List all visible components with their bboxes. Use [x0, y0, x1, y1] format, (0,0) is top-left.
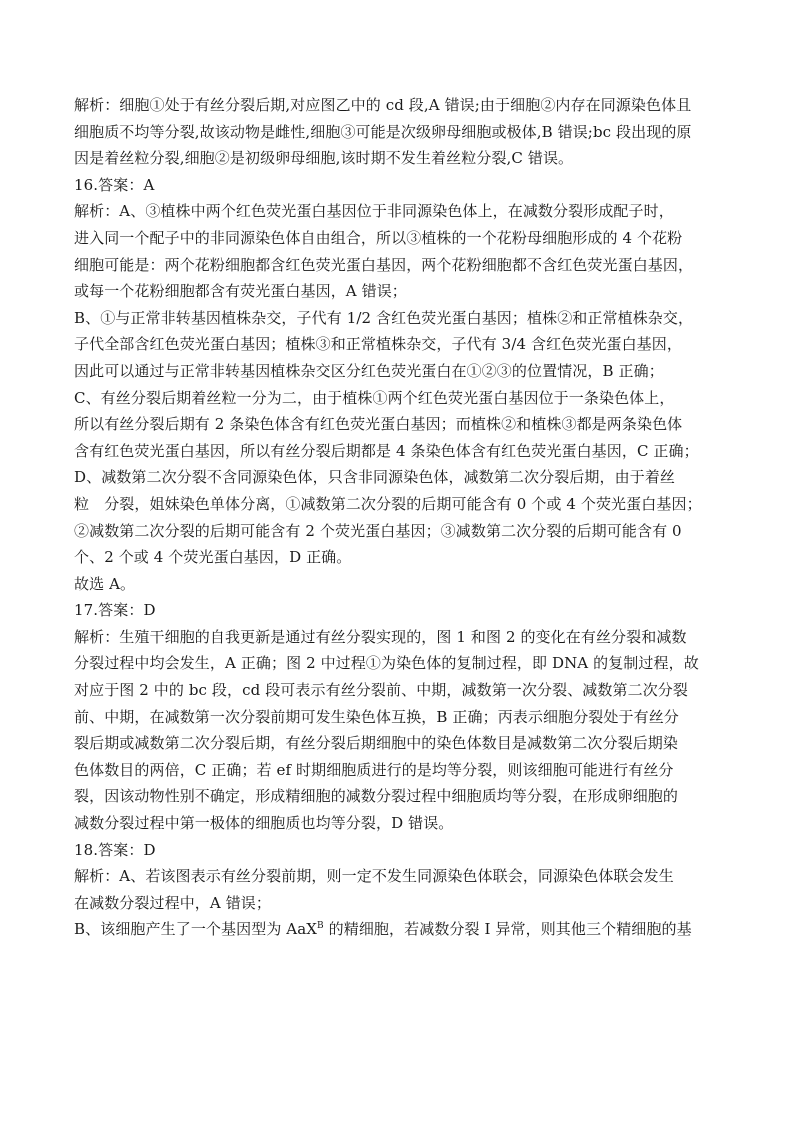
- text-line-with-superscript: [74, 916, 728, 943]
- text-line: 个、2 个或 4 个荧光蛋白基因，D 正确。: [74, 548, 352, 567]
- answer-explanation-text: [74, 92, 728, 943]
- text-line: 进入同一个配子中的非同源染色体自由组合，所以③植株的一个花粉母细胞形成的 4 个花粉: [74, 228, 683, 247]
- text-line: 因是着丝粒分裂,细胞②是初级卵母细胞,该时期不发生着丝粒分裂,C 错误。: [74, 149, 574, 168]
- text-line: C、有丝分裂后期着丝粒一分为二，由于植株①两个红色荧光蛋白基因位于一条染色体上，: [74, 388, 675, 407]
- text-line: 或每一个花粉细胞都含有荧光蛋白基因，A 错误；: [74, 282, 407, 301]
- text-line: 子代全部含红色荧光蛋白基因；植株③和正常植株杂交，子代有 3/4 含红色荧光蛋白基因，: [74, 335, 682, 354]
- text-line: 粒 分裂，姐妹染色单体分离，①减数第二次分裂的后期可能含有 0 个或 4 个荧光蛋白基因；: [74, 494, 702, 513]
- line-text-after: 的精细胞，若减数分裂 I 异常，则其他三个精细胞的基: [323, 920, 692, 939]
- text-line: 细胞质不均等分裂,故该动物是雌性,细胞③可能是次级卵母细胞或极体,B 错误;bc 段出现的原: [74, 122, 692, 141]
- text-line: 细胞可能是：两个花粉细胞都含红色荧光蛋白基因，两个花粉细胞都不含红色荧光蛋白基因，: [74, 255, 694, 274]
- answer-heading-16: 16.答案：A: [74, 175, 155, 194]
- text-line: ②减数第二次分裂的后期可能含有 2 个荧光蛋白基因；③减数第二次分裂的后期可能含有 0: [74, 521, 682, 540]
- text-line: 裂后期或减数第二次分裂后期，有丝分裂后期细胞中的染色体数目是减数第二次分裂后期染: [74, 734, 679, 753]
- text-line: D、减数第二次分裂不含同源染色体，只含非同源染色体，减数第二次分裂后期，由于着丝: [74, 468, 676, 487]
- answer-heading-17: 17.答案：D: [74, 601, 156, 620]
- text-line: 解析：A、③植株中两个红色荧光蛋白基因位于非同源染色体上，在减数分裂形成配子时，: [74, 202, 674, 221]
- text-line: 减数分裂过程中第一极体的细胞质也均等分裂，D 错误。: [74, 814, 454, 833]
- text-line: 前、中期，在减数第一次分裂前期可发生染色体互换，B 正确；丙表示细胞分裂处于有丝分: [74, 707, 679, 726]
- text-line: 所以有丝分裂后期有 2 条染色体含有红色荧光蛋白基因；而植株②和植株③都是两条染色体: [74, 415, 683, 434]
- text-line: 解析：细胞①处于有丝分裂后期,对应图乙中的 cd 段,A 错误;由于细胞②内存在同源染色体且: [74, 96, 692, 114]
- text-line: 对应于图 2 中的 bc 段，cd 段可表示有丝分裂前、中期，减数第一次分裂、减数第二次分裂: [74, 681, 688, 700]
- text-line: 解析：A、若该图表示有丝分裂前期，则一定不发生同源染色体联会，同源染色体联会发生: [74, 867, 674, 886]
- text-line: 解析：生殖干细胞的自我更新是通过有丝分裂实现的，图 1 和图 2 的变化在有丝分裂和减数: [74, 627, 687, 646]
- text-line: 分裂过程中均会发生，A 正确；图 2 中过程①为染色体的复制过程，即 DNA 的复制过程，故: [74, 654, 699, 673]
- text-line: 在减数分裂过程中，A 错误；: [74, 893, 272, 912]
- line-text-before: B、该细胞产生了一个基因型为 AaX: [74, 920, 318, 939]
- text-line: 故选 A。: [74, 574, 136, 593]
- text-line: 裂，因该动物性别不确定，形成精细胞的减数分裂过程中细胞质均等分裂，在形成卵细胞的: [74, 787, 679, 806]
- text-line: 色体数目的两倍，C 正确；若 ef 时期细胞质进行的是均等分裂，则该细胞可能进行有丝分: [74, 760, 674, 779]
- answer-heading-18: 18.答案：D: [74, 840, 156, 859]
- text-line: 因此可以通过与正常非转基因植株杂交区分红色荧光蛋白在①②③的位置情况，B 正确；: [74, 361, 664, 380]
- text-line: B、①与正常非转基因植株杂交，子代有 1/2 含红色荧光蛋白基因；植株②和正常植株杂交，: [74, 308, 694, 327]
- text-line: 含有红色荧光蛋白基因，所以有丝分裂后期都是 4 条染色体含有红色荧光蛋白基因，C 正确；: [74, 441, 699, 460]
- superscript-b: B: [317, 921, 324, 932]
